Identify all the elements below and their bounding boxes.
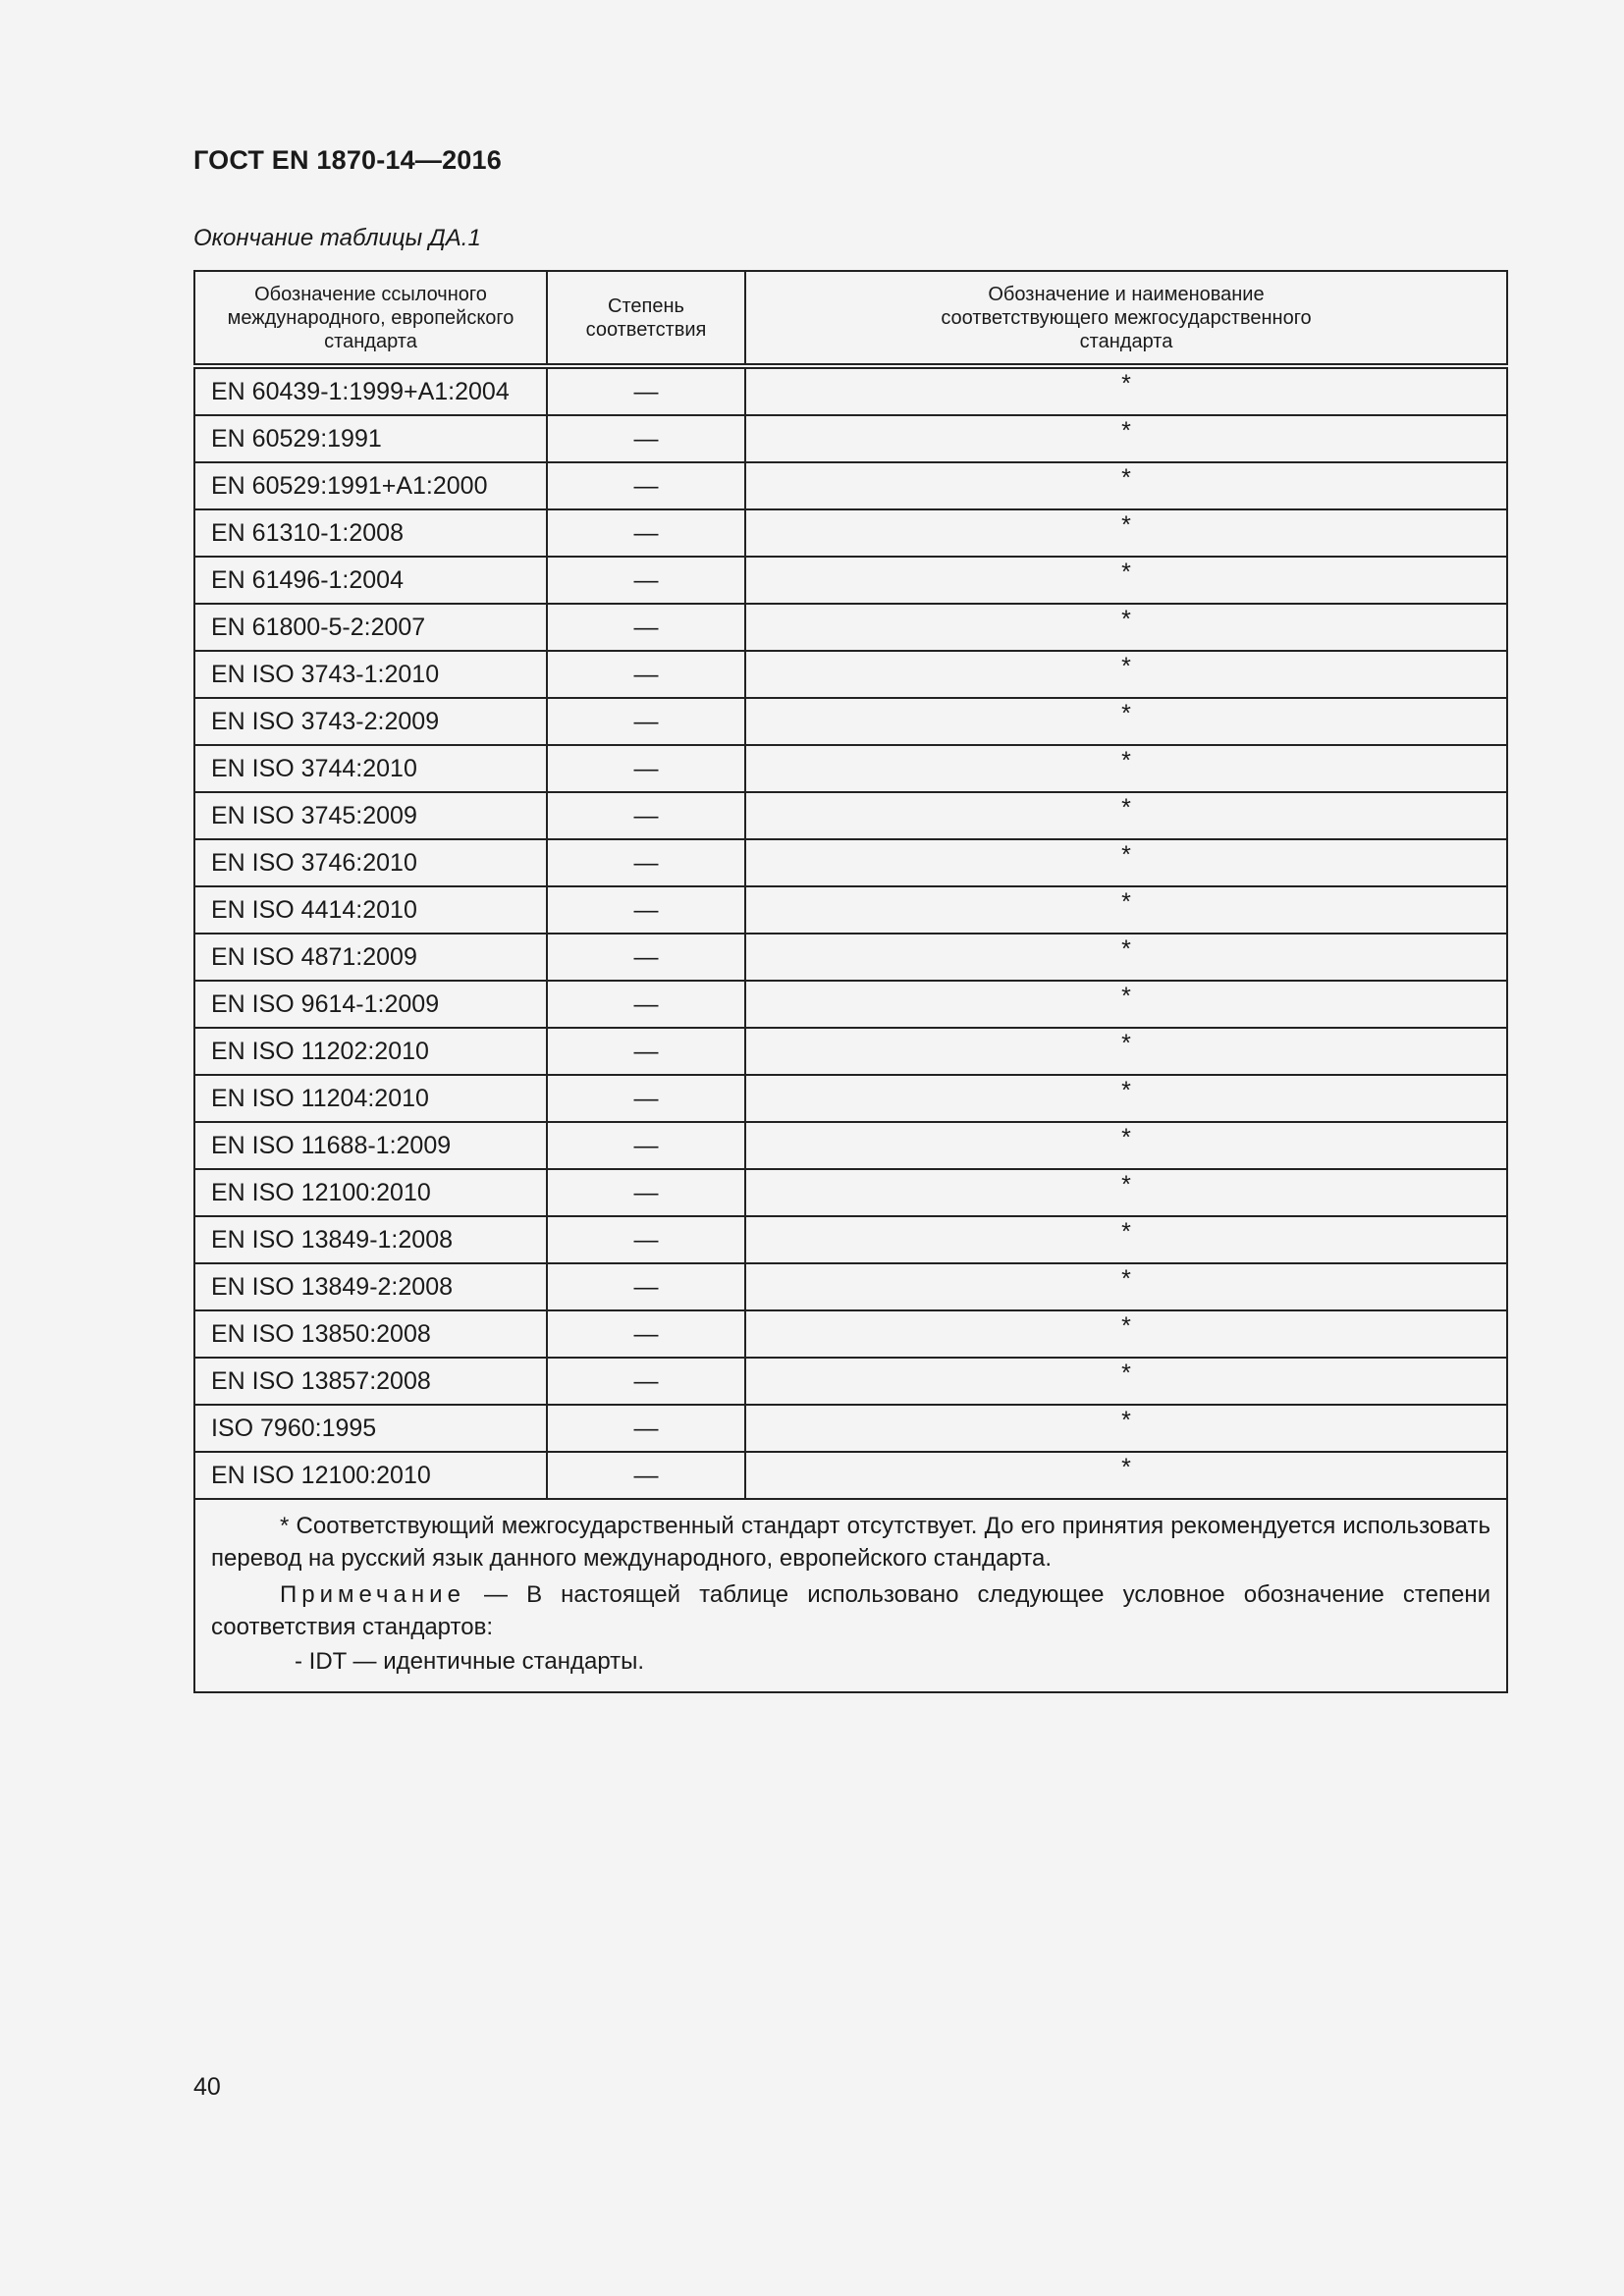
- table-row: [194, 839, 1507, 886]
- cell-degree: —: [547, 839, 745, 886]
- standards-table: [193, 270, 1508, 1693]
- cell-designation: EN ISO 3745:2009: [194, 792, 547, 839]
- cell-designation: EN ISO 13849-2:2008: [194, 1263, 547, 1310]
- cell-name-value: *: [1121, 793, 1131, 822]
- cell-name: [745, 1075, 1507, 1122]
- cell-name-value: *: [1121, 1123, 1131, 1151]
- note-text: — В настоящей таблице использовано следующее условное обозначение степени соответствия стандартов:: [211, 1581, 1490, 1640]
- cell-degree: —: [547, 886, 745, 934]
- note-item: - IDT — идентичные стандарты.: [295, 1648, 645, 1675]
- table-row: [194, 604, 1507, 651]
- cell-designation: EN ISO 11202:2010: [194, 1028, 547, 1075]
- table-row: [194, 1310, 1507, 1358]
- cell-designation: EN 60529:1991: [194, 415, 547, 462]
- cell-name: [745, 839, 1507, 886]
- table-row: [194, 1263, 1507, 1310]
- cell-name-value: *: [1121, 1170, 1131, 1199]
- cell-name: [745, 1216, 1507, 1263]
- cell-degree: —: [547, 604, 745, 651]
- table-row: [194, 1405, 1507, 1452]
- cell-degree: —: [547, 1405, 745, 1452]
- header-degree: Степень соответствия: [547, 271, 745, 366]
- cell-designation: EN 60529:1991+A1:2000: [194, 462, 547, 509]
- cell-name: [745, 415, 1507, 462]
- cell-designation: EN 61800-5-2:2007: [194, 604, 547, 651]
- cell-designation: EN ISO 11688-1:2009: [194, 1122, 547, 1169]
- cell-designation: EN ISO 3743-1:2010: [194, 651, 547, 698]
- cell-name: [745, 886, 1507, 934]
- cell-degree: —: [547, 745, 745, 792]
- cell-name: [745, 745, 1507, 792]
- cell-designation: EN 61310-1:2008: [194, 509, 547, 557]
- cell-name-value: *: [1121, 1217, 1131, 1246]
- table-row: [194, 886, 1507, 934]
- cell-degree: —: [547, 698, 745, 745]
- cell-degree: —: [547, 1452, 745, 1499]
- cell-name-value: *: [1121, 934, 1131, 963]
- cell-degree: —: [547, 509, 745, 557]
- cell-name: [745, 366, 1507, 415]
- cell-name: [745, 1452, 1507, 1499]
- header-designation: Обозначение ссылочного международного, европейского стандарта: [194, 271, 547, 366]
- cell-degree: —: [547, 651, 745, 698]
- notes-cell: [194, 1499, 1507, 1692]
- page-number: 40: [193, 2073, 221, 2101]
- table-row: [194, 1452, 1507, 1499]
- note-label: Примечание: [280, 1581, 465, 1608]
- table-row: [194, 1075, 1507, 1122]
- cell-designation: ISO 7960:1995: [194, 1405, 547, 1452]
- table-row: [194, 1028, 1507, 1075]
- cell-name-value: *: [1121, 699, 1131, 727]
- cell-degree: —: [547, 981, 745, 1028]
- cell-designation: EN ISO 3746:2010: [194, 839, 547, 886]
- cell-designation: EN ISO 9614-1:2009: [194, 981, 547, 1028]
- table-row: [194, 366, 1507, 415]
- table-row: [194, 1358, 1507, 1405]
- cell-name: [745, 1358, 1507, 1405]
- cell-degree: —: [547, 1075, 745, 1122]
- cell-name-value: *: [1121, 416, 1131, 445]
- cell-name-value: *: [1121, 1453, 1131, 1481]
- table-row: [194, 651, 1507, 698]
- cell-name: [745, 698, 1507, 745]
- cell-name-value: *: [1121, 1029, 1131, 1057]
- cell-designation: EN 61496-1:2004: [194, 557, 547, 604]
- table-row: [194, 934, 1507, 981]
- cell-name: [745, 604, 1507, 651]
- note-paragraph: [211, 1578, 1490, 1643]
- cell-designation: EN ISO 3743-2:2009: [194, 698, 547, 745]
- cell-name-value: *: [1121, 605, 1131, 633]
- header-name: Обозначение и наименование соответствующего межгосударственного стандарта: [745, 271, 1507, 366]
- cell-name-value: *: [1121, 1076, 1131, 1104]
- table-row: [194, 462, 1507, 509]
- cell-name-value: *: [1121, 558, 1131, 586]
- cell-name: [745, 1263, 1507, 1310]
- cell-degree: —: [547, 1122, 745, 1169]
- cell-name: [745, 1169, 1507, 1216]
- cell-name: [745, 934, 1507, 981]
- table-row: [194, 792, 1507, 839]
- cell-degree: —: [547, 415, 745, 462]
- cell-name: [745, 1122, 1507, 1169]
- cell-name: [745, 1405, 1507, 1452]
- cell-name: [745, 981, 1507, 1028]
- table-row: [194, 745, 1507, 792]
- cell-name-value: *: [1121, 1359, 1131, 1387]
- document-header: ГОСТ EN 1870-14—2016: [193, 145, 502, 175]
- table-row: [194, 698, 1507, 745]
- table-row: [194, 557, 1507, 604]
- cell-degree: —: [547, 1169, 745, 1216]
- table-row: [194, 415, 1507, 462]
- table-row: [194, 1169, 1507, 1216]
- cell-degree: —: [547, 1263, 745, 1310]
- cell-name-value: *: [1121, 840, 1131, 869]
- cell-designation: EN ISO 12100:2010: [194, 1452, 547, 1499]
- cell-name-value: *: [1121, 982, 1131, 1010]
- cell-degree: —: [547, 934, 745, 981]
- cell-degree: —: [547, 1028, 745, 1075]
- cell-name-value: *: [1121, 369, 1131, 398]
- cell-name: [745, 557, 1507, 604]
- cell-degree: —: [547, 1216, 745, 1263]
- cell-degree: —: [547, 557, 745, 604]
- cell-degree: —: [547, 366, 745, 415]
- cell-name: [745, 1310, 1507, 1358]
- cell-name: [745, 1028, 1507, 1075]
- notes-row: [194, 1499, 1507, 1692]
- cell-designation: EN ISO 12100:2010: [194, 1169, 547, 1216]
- table-row: [194, 1216, 1507, 1263]
- cell-degree: —: [547, 1358, 745, 1405]
- table-row: [194, 509, 1507, 557]
- cell-degree: —: [547, 1310, 745, 1358]
- cell-name-value: *: [1121, 1406, 1131, 1434]
- cell-name: [745, 651, 1507, 698]
- cell-name-value: *: [1121, 887, 1131, 916]
- table-header-row: [194, 271, 1507, 366]
- cell-designation: EN ISO 13850:2008: [194, 1310, 547, 1358]
- cell-name: [745, 509, 1507, 557]
- cell-degree: —: [547, 792, 745, 839]
- cell-designation: EN ISO 4414:2010: [194, 886, 547, 934]
- cell-designation: EN ISO 13857:2008: [194, 1358, 547, 1405]
- cell-name-value: *: [1121, 652, 1131, 680]
- table-row: [194, 1122, 1507, 1169]
- cell-name-value: *: [1121, 746, 1131, 774]
- cell-name-value: *: [1121, 510, 1131, 539]
- cell-designation: EN ISO 11204:2010: [194, 1075, 547, 1122]
- cell-name-value: *: [1121, 463, 1131, 492]
- cell-designation: EN ISO 3744:2010: [194, 745, 547, 792]
- cell-designation: EN ISO 13849-1:2008: [194, 1216, 547, 1263]
- table-row: [194, 981, 1507, 1028]
- cell-name: [745, 792, 1507, 839]
- footnote: * Соответствующий межгосударственный стандарт отсутствует. До его принятия рекомендуется использовать перевод на русский язык данного международного, европейского стандарта.: [211, 1513, 1490, 1572]
- cell-name-value: *: [1121, 1264, 1131, 1293]
- table-caption: Окончание таблицы ДА.1: [193, 225, 481, 251]
- cell-name-value: *: [1121, 1311, 1131, 1340]
- table-body: [194, 366, 1507, 1499]
- cell-name: [745, 462, 1507, 509]
- cell-degree: —: [547, 462, 745, 509]
- cell-designation: EN 60439-1:1999+A1:2004: [194, 366, 547, 415]
- cell-designation: EN ISO 4871:2009: [194, 934, 547, 981]
